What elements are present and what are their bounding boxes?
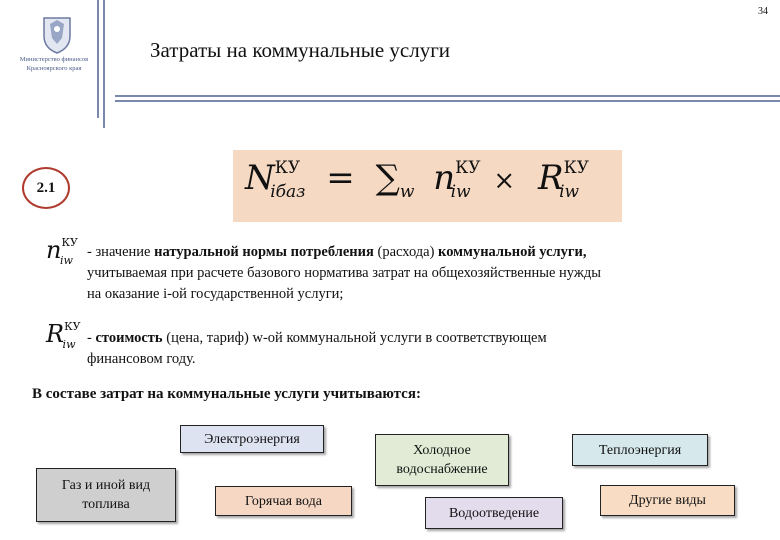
box-drainage: Водоотведение xyxy=(425,497,563,529)
header-divider-horizontal-2 xyxy=(115,100,780,102)
definition-r: - стоимость (цена, тариф) w-ой коммунальной услуги в соответствующем финансовом году. xyxy=(87,330,547,367)
box-hot-water: Горячая вода xyxy=(215,486,352,516)
header-divider-vertical xyxy=(97,0,99,118)
page-title: Затраты на коммунальные услуги xyxy=(150,38,451,62)
definition-n: - значение натуральной нормы потребления (расхода) коммунальной услуги, учитываемая при расчете базового норматива затрат на общехозяйственные нужды на оказание i-ой государственной услуги; xyxy=(87,244,602,302)
ministry-logo xyxy=(18,14,90,86)
section-badge: 2.1 xyxy=(22,167,70,209)
box-other: Другие виды xyxy=(600,485,735,516)
box-cold-water: Холодное водоснабжение xyxy=(375,434,509,486)
header-divider-horizontal xyxy=(115,95,780,97)
coat-of-arms-icon xyxy=(40,14,74,54)
page-number: 34 xyxy=(758,6,768,17)
box-gas: Газ и иной вид топлива xyxy=(36,468,176,522)
header-divider-vertical-2 xyxy=(103,0,105,128)
symbol-n: $n^{КУ}_{iw}$ xyxy=(46,236,78,267)
section-heading: В составе затрат на коммунальные услуги учитываются: xyxy=(32,386,421,402)
ministry-name: Министерство финансов Красноярского края xyxy=(19,56,89,72)
box-electricity: Электроэнергия xyxy=(180,425,324,453)
symbol-r: $R^{КУ}_{iw}$ xyxy=(46,320,81,351)
box-heat: Теплоэнергия xyxy=(572,434,708,466)
formula: $N^{КУ}_{iбаз} = \sum_w$ $n^{КУ}_{iw} \times R^{КУ}_{iw}$ xyxy=(245,158,590,202)
